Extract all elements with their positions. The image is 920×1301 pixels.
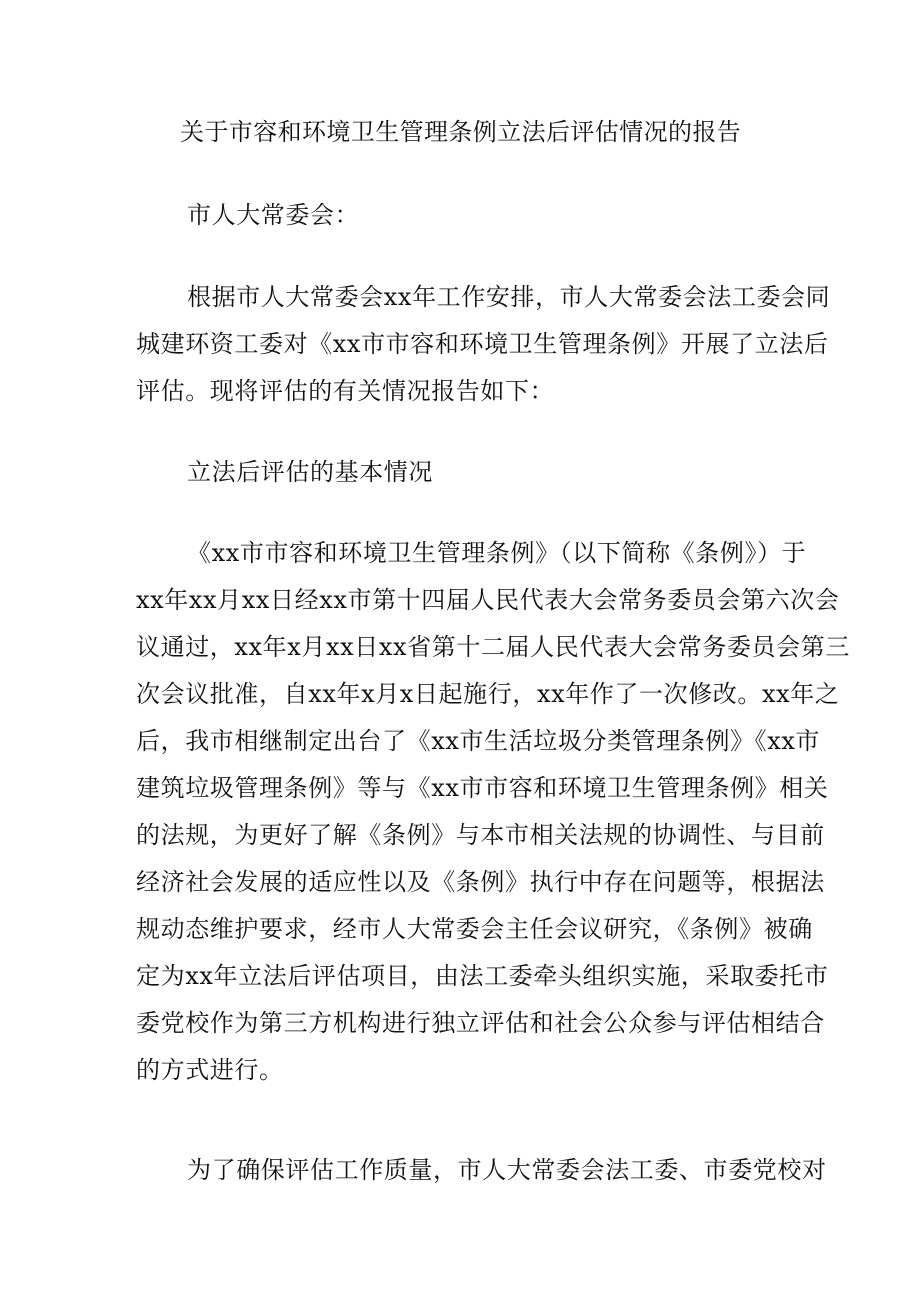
paragraph-line: 规动态维护要求，经市人大常委会主任会议研究，《条例》被确	[136, 915, 813, 943]
paragraph-line: 次会议批准，自xx年x月x日起施行，xx年作了一次修改。xx年之	[136, 680, 840, 708]
salutation: 市人大常委会：	[187, 201, 360, 229]
paragraph-line: xx年xx月xx日经xx市第十四届人民代表大会常务委员会第六次会	[136, 586, 840, 614]
paragraph-line: 后，我市相继制定出台了《xx市生活垃圾分类管理条例》《xx市	[136, 727, 821, 755]
paragraph-line: 为了确保评估工作质量，市人大常委会法工委、市委党校对	[187, 1156, 827, 1184]
paragraph-line: 议通过，xx年x月xx日xx省第十二届人民代表大会常务委员会第三	[136, 633, 850, 661]
paragraph-line: 《xx市市容和环境卫生管理条例》（以下简称《条例》）于	[187, 539, 807, 567]
paragraph-line: 定为xx年立法后评估项目，由法工委牵头组织实施，采取委托市	[136, 962, 829, 990]
section-heading: 立法后评估的基本情况	[187, 458, 433, 486]
document-title: 关于市容和环境卫生管理条例立法后评估情况的报告	[180, 118, 742, 146]
paragraph-line: 的方式进行。	[136, 1056, 284, 1084]
paragraph-line: 根据市人大常委会xx年工作安排，市人大常委会法工委会同	[187, 283, 831, 311]
paragraph-line: 建筑垃圾管理条例》等与《xx市市容和环境卫生管理条例》相关	[136, 774, 829, 802]
paragraph-line: 评估。现将评估的有关情况报告如下：	[136, 377, 555, 405]
paragraph-line: 经济社会发展的适应性以及《条例》执行中存在问题等，根据法	[136, 868, 825, 896]
paragraph-line: 委党校作为第三方机构进行独立评估和社会公众参与评估相结合	[136, 1009, 825, 1037]
paragraph-line: 城建环资工委对《xx市市容和环境卫生管理条例》开展了立法后	[136, 330, 829, 358]
paragraph-line: 的法规，为更好了解《条例》与本市相关法规的协调性、与目前	[136, 821, 825, 849]
